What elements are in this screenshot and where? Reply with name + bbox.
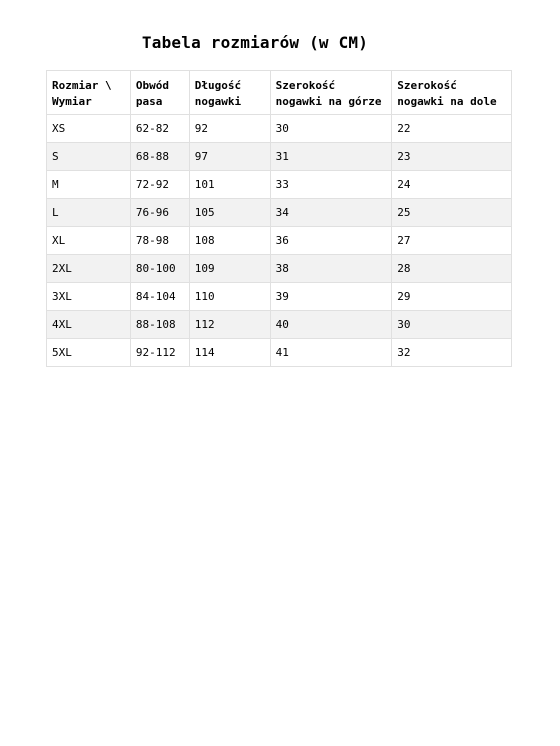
table-cell: 109 (189, 255, 270, 283)
header-leg-width-top: Szerokość nogawki na górze (270, 71, 392, 115)
table-cell: 27 (392, 227, 512, 255)
table-cell: 108 (189, 227, 270, 255)
table-cell: 24 (392, 171, 512, 199)
table-row (47, 255, 512, 283)
header-leg-width-bottom: Szerokość nogawki na dole (392, 71, 512, 115)
table-row (47, 115, 512, 143)
table-cell: XS (47, 115, 131, 143)
table-cell: 76-96 (130, 199, 189, 227)
table-row (47, 199, 512, 227)
table-row (47, 283, 512, 311)
table-cell: 36 (270, 227, 392, 255)
table-cell: L (47, 199, 131, 227)
table-cell: 68-88 (130, 143, 189, 171)
table-cell: 92-112 (130, 339, 189, 367)
table-cell: 97 (189, 143, 270, 171)
table-cell: 40 (270, 311, 392, 339)
table-cell: 41 (270, 339, 392, 367)
table-header-row (47, 71, 512, 115)
page-title: Tabela rozmiarów (w CM) (141, 33, 369, 52)
table-cell: 84-104 (130, 283, 189, 311)
table-row (47, 227, 512, 255)
header-size-dimension: Rozmiar \ Wymiar (47, 71, 131, 115)
table-cell: 72-92 (130, 171, 189, 199)
table-cell: 101 (189, 171, 270, 199)
table-cell: 25 (392, 199, 512, 227)
table-row (47, 339, 512, 367)
table-cell: 2XL (47, 255, 131, 283)
table-row (47, 311, 512, 339)
table-cell: 23 (392, 143, 512, 171)
table-cell: 33 (270, 171, 392, 199)
table-cell: 31 (270, 143, 392, 171)
table-cell: M (47, 171, 131, 199)
header-leg-length: Długość nogawki (189, 71, 270, 115)
table-cell: 28 (392, 255, 512, 283)
table-row (47, 143, 512, 171)
size-chart-table (46, 70, 512, 367)
table-cell: 88-108 (130, 311, 189, 339)
table-cell: 22 (392, 115, 512, 143)
table-cell: 80-100 (130, 255, 189, 283)
table-cell: 38 (270, 255, 392, 283)
table-cell: 112 (189, 311, 270, 339)
table-cell: XL (47, 227, 131, 255)
table-cell: 105 (189, 199, 270, 227)
header-waist: Obwód pasa (130, 71, 189, 115)
table-cell: 78-98 (130, 227, 189, 255)
table-cell: 32 (392, 339, 512, 367)
table-cell: 39 (270, 283, 392, 311)
table-cell: 30 (392, 311, 512, 339)
table-cell: 3XL (47, 283, 131, 311)
table-row (47, 171, 512, 199)
table-cell: S (47, 143, 131, 171)
table-cell: 34 (270, 199, 392, 227)
table-cell: 30 (270, 115, 392, 143)
table-cell: 29 (392, 283, 512, 311)
table-cell: 114 (189, 339, 270, 367)
table-cell: 4XL (47, 311, 131, 339)
table-cell: 62-82 (130, 115, 189, 143)
table-cell: 110 (189, 283, 270, 311)
table-cell: 92 (189, 115, 270, 143)
table-cell: 5XL (47, 339, 131, 367)
